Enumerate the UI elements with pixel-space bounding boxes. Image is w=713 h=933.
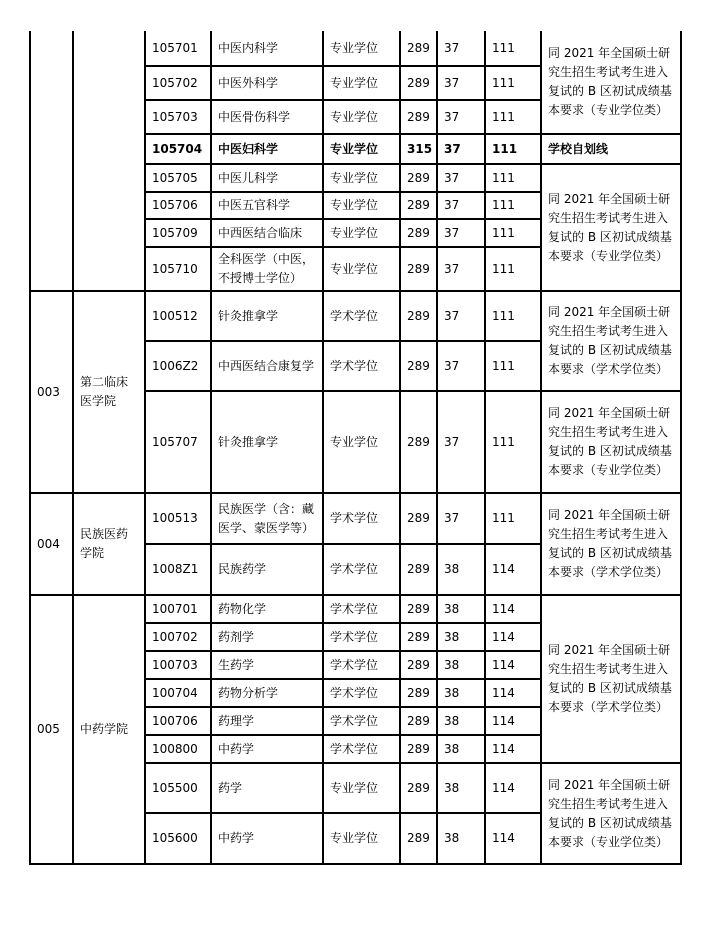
- note-cell: 同 2021 年全国硕士研究生招生考试考生进入复试的 B 区初试成绩基本要求（专业学位类）: [541, 164, 681, 291]
- total-score: 289: [400, 623, 437, 651]
- degree-type: 学术学位: [323, 707, 400, 735]
- college-name: 民族医药学院: [73, 493, 145, 595]
- major-code: 105702: [145, 66, 211, 100]
- major-code: 100702: [145, 623, 211, 651]
- single-100-score: 38: [437, 813, 485, 864]
- single-150-score: 111: [485, 247, 541, 291]
- single-150-score: 111: [485, 192, 541, 219]
- major-name: 中医内科学: [211, 31, 323, 66]
- major-name: 针灸推拿学: [211, 291, 323, 341]
- major-code: 105703: [145, 100, 211, 134]
- major-name: 中药学: [211, 735, 323, 763]
- degree-type: 专业学位: [323, 164, 400, 192]
- note-cell: 学校自划线: [541, 134, 681, 164]
- total-score: 289: [400, 679, 437, 707]
- single-100-score: 38: [437, 623, 485, 651]
- single-150-score: 114: [485, 651, 541, 679]
- total-score: 289: [400, 813, 437, 864]
- degree-type: 学术学位: [323, 735, 400, 763]
- total-score: 289: [400, 391, 437, 493]
- major-name: 中医妇科学: [211, 134, 323, 164]
- degree-type: 专业学位: [323, 31, 400, 66]
- degree-type: 专业学位: [323, 66, 400, 100]
- total-score: 289: [400, 219, 437, 247]
- single-100-score: 38: [437, 595, 485, 623]
- note-cell: 同 2021 年全国硕士研究生招生考试考生进入复试的 B 区初试成绩基本要求（学术学位类）: [541, 595, 681, 763]
- major-name: 全科医学（中医，不授博士学位）: [211, 247, 323, 291]
- major-code: 100800: [145, 735, 211, 763]
- college-id-cell: [30, 31, 73, 291]
- major-code: 105600: [145, 813, 211, 864]
- total-score: 289: [400, 164, 437, 192]
- table-row: [30, 31, 681, 66]
- degree-type: 专业学位: [323, 247, 400, 291]
- degree-type: 专业学位: [323, 219, 400, 247]
- single-150-score: 114: [485, 623, 541, 651]
- major-name: 药物化学: [211, 595, 323, 623]
- major-name: 中医儿科学: [211, 164, 323, 192]
- table-row: [30, 291, 681, 341]
- major-code: 1008Z1: [145, 544, 211, 595]
- single-150-score: 111: [485, 341, 541, 391]
- degree-type: 学术学位: [323, 544, 400, 595]
- major-name: 中西医结合临床: [211, 219, 323, 247]
- single-150-score: 111: [485, 31, 541, 66]
- single-100-score: 37: [437, 66, 485, 100]
- single-150-score: 114: [485, 813, 541, 864]
- single-100-score: 37: [437, 493, 485, 544]
- degree-type: 学术学位: [323, 651, 400, 679]
- single-100-score: 37: [437, 134, 485, 164]
- total-score: 289: [400, 341, 437, 391]
- major-code: 105705: [145, 164, 211, 192]
- major-name: 药学: [211, 763, 323, 813]
- single-100-score: 37: [437, 391, 485, 493]
- degree-type: 专业学位: [323, 813, 400, 864]
- degree-type: 学术学位: [323, 341, 400, 391]
- total-score: 289: [400, 291, 437, 341]
- single-100-score: 37: [437, 341, 485, 391]
- degree-type: 专业学位: [323, 100, 400, 134]
- total-score: 289: [400, 763, 437, 813]
- note-cell: 同 2021 年全国硕士研究生招生考试考生进入复试的 B 区初试成绩基本要求（专业学位类）: [541, 31, 681, 134]
- total-score: 289: [400, 100, 437, 134]
- note-cell: 同 2021 年全国硕士研究生招生考试考生进入复试的 B 区初试成绩基本要求（专业学位类）: [541, 763, 681, 864]
- college-id: 005: [30, 595, 73, 864]
- single-100-score: 38: [437, 735, 485, 763]
- single-100-score: 37: [437, 164, 485, 192]
- total-score: 289: [400, 247, 437, 291]
- college-name: 第二临床医学院: [73, 291, 145, 493]
- major-name: 中医五官科学: [211, 192, 323, 219]
- single-100-score: 38: [437, 679, 485, 707]
- single-100-score: 37: [437, 219, 485, 247]
- college-name: 中药学院: [73, 595, 145, 864]
- single-150-score: 114: [485, 679, 541, 707]
- single-150-score: 111: [485, 134, 541, 164]
- major-code: 105710: [145, 247, 211, 291]
- major-code: 100706: [145, 707, 211, 735]
- total-score: 289: [400, 31, 437, 66]
- note-cell: 同 2021 年全国硕士研究生招生考试考生进入复试的 B 区初试成绩基本要求（学术学位类）: [541, 493, 681, 595]
- single-100-score: 37: [437, 192, 485, 219]
- single-150-score: 111: [485, 164, 541, 192]
- single-100-score: 38: [437, 544, 485, 595]
- total-score: 289: [400, 735, 437, 763]
- single-150-score: 114: [485, 763, 541, 813]
- degree-type: 专业学位: [323, 763, 400, 813]
- total-score: 289: [400, 66, 437, 100]
- major-name: 民族药学: [211, 544, 323, 595]
- score-table: [29, 31, 682, 865]
- total-score: 289: [400, 707, 437, 735]
- major-code: 105704: [145, 134, 211, 164]
- single-100-score: 38: [437, 763, 485, 813]
- major-code: 100512: [145, 291, 211, 341]
- total-score: 289: [400, 544, 437, 595]
- table-row: [30, 595, 681, 623]
- major-name: 药物分析学: [211, 679, 323, 707]
- single-100-score: 37: [437, 100, 485, 134]
- college-name-cell: [73, 31, 145, 291]
- single-150-score: 111: [485, 66, 541, 100]
- total-score: 289: [400, 192, 437, 219]
- major-name: 针灸推拿学: [211, 391, 323, 493]
- major-code: 105500: [145, 763, 211, 813]
- major-name: 药剂学: [211, 623, 323, 651]
- single-100-score: 37: [437, 247, 485, 291]
- major-name: 中医骨伤科学: [211, 100, 323, 134]
- major-code: 100513: [145, 493, 211, 544]
- major-code: 100703: [145, 651, 211, 679]
- single-150-score: 114: [485, 707, 541, 735]
- note-cell: 同 2021 年全国硕士研究生招生考试考生进入复试的 B 区初试成绩基本要求（学术学位类）: [541, 291, 681, 391]
- degree-type: 学术学位: [323, 493, 400, 544]
- degree-type: 专业学位: [323, 192, 400, 219]
- single-100-score: 38: [437, 707, 485, 735]
- major-code: 105709: [145, 219, 211, 247]
- total-score: 289: [400, 595, 437, 623]
- major-name: 中西医结合康复学: [211, 341, 323, 391]
- single-100-score: 37: [437, 291, 485, 341]
- major-name: 民族医学（含：藏医学、蒙医学等）: [211, 493, 323, 544]
- major-code: 100701: [145, 595, 211, 623]
- note-cell: 同 2021 年全国硕士研究生招生考试考生进入复试的 B 区初试成绩基本要求（专业学位类）: [541, 391, 681, 493]
- total-score: 289: [400, 651, 437, 679]
- single-150-score: 114: [485, 544, 541, 595]
- college-id: 003: [30, 291, 73, 493]
- degree-type: 学术学位: [323, 679, 400, 707]
- table-row: [30, 493, 681, 544]
- total-score: 289: [400, 493, 437, 544]
- single-100-score: 37: [437, 31, 485, 66]
- major-code: 105706: [145, 192, 211, 219]
- single-100-score: 38: [437, 651, 485, 679]
- major-code: 1006Z2: [145, 341, 211, 391]
- major-code: 100704: [145, 679, 211, 707]
- single-150-score: 111: [485, 391, 541, 493]
- major-code: 105701: [145, 31, 211, 66]
- degree-type: 学术学位: [323, 595, 400, 623]
- single-150-score: 111: [485, 100, 541, 134]
- major-name: 中医外科学: [211, 66, 323, 100]
- single-150-score: 111: [485, 219, 541, 247]
- single-150-score: 114: [485, 735, 541, 763]
- college-id: 004: [30, 493, 73, 595]
- degree-type: 学术学位: [323, 623, 400, 651]
- single-150-score: 114: [485, 595, 541, 623]
- major-name: 生药学: [211, 651, 323, 679]
- degree-type: 专业学位: [323, 134, 400, 164]
- major-name: 药理学: [211, 707, 323, 735]
- total-score: 315: [400, 134, 437, 164]
- degree-type: 学术学位: [323, 291, 400, 341]
- major-name: 中药学: [211, 813, 323, 864]
- major-code: 105707: [145, 391, 211, 493]
- single-150-score: 111: [485, 291, 541, 341]
- single-150-score: 111: [485, 493, 541, 544]
- degree-type: 专业学位: [323, 391, 400, 493]
